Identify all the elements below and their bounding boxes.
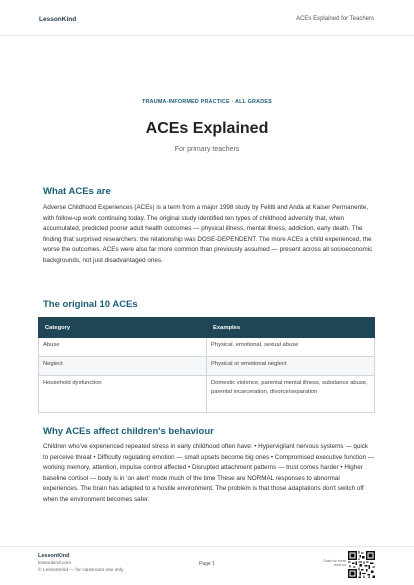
table-header-row xyxy=(39,318,375,338)
section-heading-what: What ACEs are xyxy=(43,186,111,197)
section-body-what: Adverse Childhood Experiences (ACEs) is a term from a major 1998 study by Felitti and Anda at Kaiser Permanente, with follow-up work continuing today. The original study identified ten types of childhood adversity that, when accumulated, predicted poorer adult health outcomes — physical illness, mental illness, addiction, early death. The finding that surprised researchers: the relationship was DOSE-DEPENDENT. The more ACEs a child experienced, the worse the outcomes. ACEs were also far more common than previously assumed — present across all socioeconomic backgrounds, not just disadvantaged ones. xyxy=(43,204,373,264)
footer-site-link[interactable]: lessonkind.com xyxy=(38,561,72,566)
table-row xyxy=(39,338,375,357)
aces-table xyxy=(38,317,375,413)
section-heading-original: The original 10 ACEs xyxy=(43,299,138,310)
table-cell-category: Abuse xyxy=(39,338,207,357)
page-subtitle: For primary teachers xyxy=(174,146,240,153)
table-row xyxy=(39,376,375,413)
page-title: ACEs Explained xyxy=(145,120,269,137)
table-cell-category: Neglect xyxy=(39,357,207,376)
table-cell-examples: Physical or emotional neglect xyxy=(207,357,375,376)
header-doc-title: ACEs Explained for Teachers xyxy=(296,16,374,22)
kicker-label: TRAUMA-INFORMED PRACTICE · ALL GRADES xyxy=(142,99,272,105)
table-cell-category: Household dysfunction xyxy=(39,376,207,413)
footer-brand: LessonKind xyxy=(38,553,70,559)
page-header xyxy=(0,0,414,36)
header-brand: LessonKind xyxy=(39,16,77,23)
page-footer xyxy=(0,546,414,585)
section-body-why: Children who've experienced repeated stress in early childhood often have: • Hypervigilant nervous systems — quick to perceive threat • Difficulty regulating emotion — small upsets become big ones • Compromised executive function — working memory, attention, impulse control affected • Disrupted attachment patterns — trust comes harder • Higher baseline cortisol — body is in 'on alert' mode much of the time These are NORMAL responses to abnormal experiences. The brain has adapted to a hostile environment. The problem is that those adaptations don't switch off when the environment becomes safer. xyxy=(43,443,375,503)
footer-page-number: Page 1 xyxy=(199,561,215,567)
table-header-category: Category xyxy=(39,318,207,338)
footer-scan-text: Scan for more from us xyxy=(323,559,346,568)
qr-code-icon[interactable] xyxy=(348,551,375,578)
table-header-examples: Examples xyxy=(207,318,375,338)
table-row xyxy=(39,357,375,376)
table-cell-examples: Physical, emotional, sexual abuse xyxy=(207,338,375,357)
footer-copyright: © LessonKind — for classroom use only xyxy=(38,568,124,573)
table-cell-examples: Domestic violence, parental mental illness, substance abuse, parental incarceration, divorce/separation xyxy=(207,376,375,413)
section-heading-why: Why ACEs affect children's behaviour xyxy=(43,426,214,437)
